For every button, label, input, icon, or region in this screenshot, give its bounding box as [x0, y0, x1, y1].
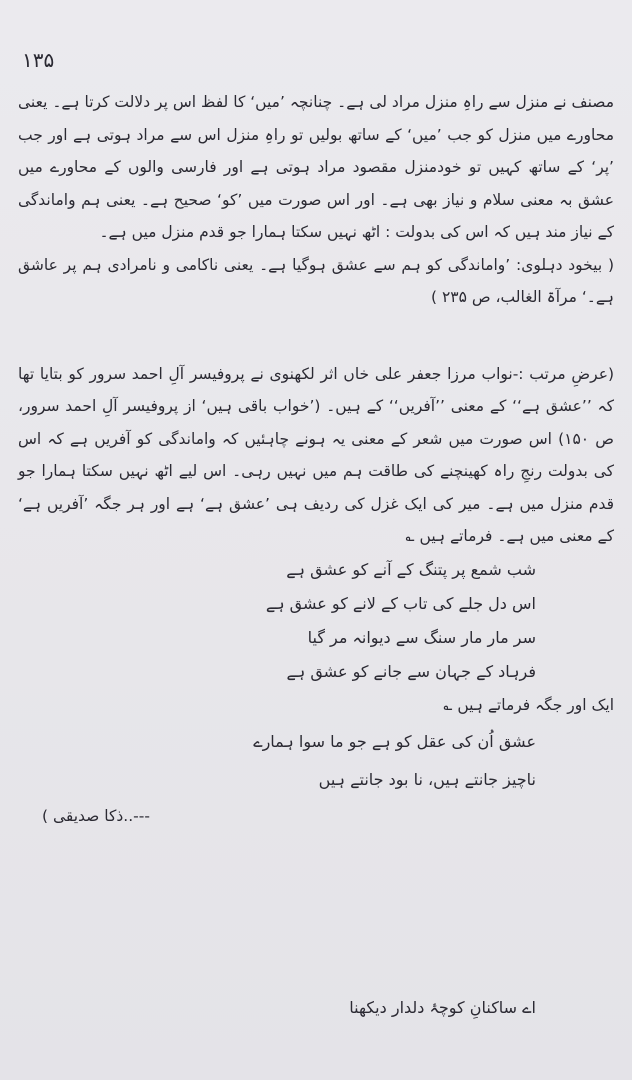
verse-line: شب شمع پر پتنگ کے آنے کو عشق ہے [286, 559, 536, 579]
verse-line: ناچیز جانتے ہیں، نا بود جانتے ہیں [318, 770, 536, 789]
page-number: ۱۳۵ [22, 48, 55, 72]
paragraph-bekhud-quote: ( بیخود دہلوی: ’واماندگی کو ہم سے عشق ہوگیا ہے۔ یعنی ناکامی و نامرادی ہم پر عاشق ہے۔‘ مرآۃ الغالب، ص ۲۳۵ ) [18, 255, 614, 306]
verse-line: سر مار مار سنگ سے دیوانہ مر گیا [307, 627, 536, 647]
paragraph-editor-note: (عرضِ مرتب :-نواب مرزا جعفر علی خاں اثر لکھنوی نے پروفیسر آلِ احمد سرور کو بتایا تھا کہ ’’عشق ہے‘‘ کے معنی ’’آفریں‘‘ کے ہیں۔ (’خواب باقی ہیں‘ از پروفیسر آلِ احمد سرور، ص ۱۵۰) اس صورت میں شعر کے معنی یہ ہونے چاہئیں کہ واماندگی کو آفریں ہے کہ اس کی بدولت رنجِ راہ کھینچنے کی طاقت ہم میں نہیں رہی۔ اس لیے اٹھ نہیں سکتا ہمارا جو قدم منزل میں ہے۔ میر کی ایک غزل کی ردیف ہی ’عشق ہے‘ ہے اور ہر جگہ ’آفریں ہے‘ کے معنی میں ہے۔ فرماتے ہیں ؎ [18, 364, 614, 545]
paragraph-commentary: مصنف نے منزل سے راہِ منزل مراد لی ہے۔ چنانچہ ’میں‘ کا لفظ اس پر دلالت کرتا ہے۔ یعنی محاورے میں منزل کو جب ’میں‘ کے ساتھ بولیں تو راہِ منزل اس سے مراد ہوتی ہے اور جب ’پر‘ کے ساتھ کہیں تو خودمنزل مقصود مراد ہوتی ہے اور فارسی والوں کے محاورے میں عشق بہ معنی سلام و نیاز بھی ہے۔ اور اس صورت میں ’کو‘ صحیح ہے۔ یعنی ہم واماندگی کے نیاز مند ہیں کہ اس کی بدولت : اٹھ نہیں سکتا ہمارا جو قدم منزل میں ہے۔ [18, 93, 614, 241]
editor-signature: ---..ذکا صدیقی ) [42, 807, 150, 825]
verse-line: عشق اُن کی عقل کو ہے جو ما سوا ہمارے [253, 732, 536, 751]
verse-line: اس دل جلے کی تاب کے لانے کو عشق ہے [265, 593, 536, 613]
transition-text: ایک اور جگہ فرماتے ہیں ؎ [443, 695, 614, 714]
page-body [18, 86, 614, 831]
paragraph-gap [18, 314, 614, 358]
verse-line: فرہاد کے جہان سے جانے کو عشق ہے [286, 661, 536, 681]
next-verse-line: اے ساکنانِ کوچۂ دلدار دیکھنا [349, 998, 536, 1017]
